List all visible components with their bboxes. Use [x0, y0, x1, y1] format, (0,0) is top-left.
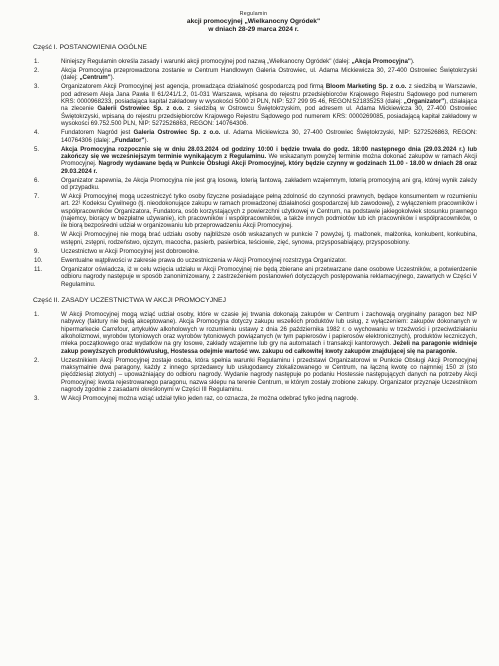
item-number: 5.	[34, 145, 40, 153]
document-header	[30, 10, 477, 34]
item-text: Uczestnikiem Akcji Promocyjnej zostaje osoba, która spełnia warunki Regulaminu i przedstawi Organizatorowi w Punkcie Obsługi Akcji Promocyjnej maksymalnie dwa paragony, każdy z innego sprzedawcy lub usługodawcy zlokalizowanego w Centrum, na łączną kwotę co najmniej 150 zł (sto pięćdziesiąt złotych) – upoważniający do odbioru nagrody. Wydanie nagrody następuje po podaniu Hostessie następujących danych na potrzeby Akcji Promocyjnej: kwota rejestrowanego paragonu, nazwa sklepu na terenie Centrum, w którym zostały zrobione zakupy. Organizator przyznaje Uczestnikom nagrody zgodnie z zasadami określonymi w Części III Regulaminu.	[61, 356, 477, 393]
section-2-list	[30, 311, 477, 403]
item-number: 6.	[34, 176, 40, 184]
item-text: Organizator zapewnia, że Akcja Promocyjna nie jest grą losową, loterią fantową, zakładem wzajemnym, loterią promocyjną ani grą, której wynik zależy od przypadku.	[61, 176, 477, 191]
section-1-item	[30, 129, 477, 144]
section-1-item	[30, 257, 477, 264]
item-text: W Akcji Promocyjnej można wziąć udział tylko jeden raz, co oznacza, że można odebrać tylko jedną nagrodę.	[61, 395, 359, 402]
item-number: 3.	[34, 83, 40, 91]
item-number: 1.	[34, 310, 40, 318]
item-number: 3.	[34, 395, 40, 402]
section-1-item	[30, 177, 477, 192]
item-text: W Akcji Promocyjnej mogą wziąć udział osoby, które w czasie jej trwania dokonają zakupów w Centrum i zachowają oryginalny paragon bez NIP nabywcy (faktury nie będą akceptowane). Akcja Promocyjna dotyczy zakupu wszelkich produktów lub usług, z wyłączeniem: zakupów dokonanych w hipermarkecie Carrefour, artykułów alkoholowych w rozumieniu ustawy z dnia 26 października 1982 r. o wychowaniu w trzeźwości i przeciwdziałaniu alkoholizmowi, wyrobów tytoniowych oraz wyrobów tytoniowych powiązanych (w tym papierosów i papierosów elektronicznych), produktów leczniczych, mleka początkowego oraz wydatków na gry losowe, zakłady wzajemne lub gry na automatach i transakcji kantorowych. Jeżeli na paragonie widnieje zakup powyższych produktów/usług, Hostessa odejmie wartość ww. zakupu od całkowitej kwoty zakupów znajdującej się na paragonie.	[61, 310, 477, 355]
section-1-item	[30, 231, 477, 246]
section-1-list	[30, 58, 477, 288]
item-number: 1.	[34, 58, 40, 65]
item-text: Akcja Promocyjna przeprowadzona zostanie w Centrum Handlowym Galeria Ostrowiec, ul. Adama Mickiewicza 30, 27-400 Ostrowiec Świętokrzyski (dalej: „Centrum").	[61, 67, 477, 82]
regulations-label: Regulamin	[239, 11, 268, 17]
item-number: 4.	[34, 129, 40, 137]
section-1-title: Część I. POSTANOWIENIA OGÓLNE	[33, 44, 147, 51]
section-2-item	[30, 395, 477, 402]
item-text: Organizator oświadcza, iż w celu wzięcia udziału w Akcji Promocyjnej nie będą zbierane ani przetwarzane dane osobowe Uczestników, a potwierdzenie odbioru nagrody następuje w sposób zanonimizowany, z zastrzeżeniem postanowień dotyczących postępowania reklamacyjnego, zawartych w Części V Regulaminu.	[61, 265, 477, 288]
document-dates: w dniach 28-29 marca 2024 r.	[208, 26, 299, 33]
section-1-item	[30, 248, 477, 255]
section-1-item	[30, 67, 477, 82]
section-1-item	[30, 193, 477, 230]
item-number: 2.	[34, 67, 40, 75]
item-number: 9.	[34, 247, 40, 255]
item-number: 11.	[34, 265, 43, 273]
item-text: Organizatorem Akcji Promocyjnej jest agencja, prowadząca działalność gospodarczą pod firmą Bloom Marketing Sp. z o.o. z siedzibą w Warszawie, pod adresem Aleja Jana Pawła II 61/241/1.2, 01-031 Warszawa, wpisana do rejestru przedsiębiorców Krajowego Rejestru Sądowego pod numerem KRS: 0000968233, posiadająca kapitał zakładowy w wysokości 5000 zł PLN, NIP: 527 299 95 46, REGON:521835253 (dalej: „Organizator"), działająca na zlecenie Galerii Ostrowiec Sp. z o.o. z siedzibą w Ostrowcu Świętokrzyskim, pod adresem ul. Adama Mickiewicza 30, 27-400 Ostrowiec Świętokrzyski, wpisaną do rejestru przedsiębiorców Krajowego Rejestru Sądowego pod numerem KRS: 0000269085, posiadającą kapitał zakładowy w wysokości 69.752.500 PLN, NIP: 5272526863, REGON: 140764306.	[61, 83, 477, 128]
item-number: 2.	[34, 356, 40, 364]
section-2-item	[30, 357, 477, 394]
section-1-item	[30, 58, 477, 65]
section-1-item	[30, 83, 477, 127]
section-1-item	[30, 146, 477, 175]
item-text: Ewentualne wątpliwości w zakresie prawa do uczestniczenia w Akcji Promocyjnej rozstrzyga Organizator.	[61, 256, 347, 264]
item-text: Niniejszy Regulamin określa zasady i warunki akcji promocyjnej pod nazwą „Wielkanocny Ogródek" (dalej: „Akcja Promocyjna").	[61, 58, 415, 65]
item-number: 10.	[34, 256, 43, 264]
item-number: 8.	[34, 231, 40, 239]
document-title: akcji promocyjnej „Wielkanocny Ogródek"	[186, 18, 321, 25]
item-number: 7.	[34, 192, 40, 200]
item-text: Fundatorem Nagród jest Galeria Ostrowiec Sp. z o.o. ul. Adama Mickiewicza 30, 27-400 Ostrowiec Świętokrzyski, NIP: 5272526863, REGON: 140764306 (dalej: „Fundator").	[61, 129, 478, 144]
section-1-item	[30, 266, 477, 288]
item-text: W Akcji Promocyjnej nie mogą brać udziału osoby najbliższe osób wskazanych w punkcie 7 powyżej, tj. małżonek, małżonka, konkubent, konkubina, wstępni, zstępni, rodzeństwo, ojczym, macocha, pasierb, pasierbica, teściowie, zięć, synowa, przysposabiający, przysposobiony.	[61, 231, 477, 246]
section-2-title: Część II. ZASADY UCZESTNICTWA W AKCJI PROMOCYJNEJ	[33, 296, 226, 304]
item-text: Uczestnictwo w Akcji Promocyjnej jest dobrowolne.	[61, 247, 200, 255]
item-text: Akcja Promocyjna rozpocznie się w dniu 28.03.2024 od godziny 10:00 i będzie trwała do godz. 18:00 następnego dnia (29.03.2024 r.) lub zakończy się we wcześniejszym terminie wynikającym z Regulaminu. We wskazanym powyżej terminie można dokonać zakupów w ramach Akcji Promocyjnej. Nagrody wydawane będą w Punkcie Obsługi Akcji Promocyjnej, który będzie czynny w godzinach 11.00 - 18.00 w dniach 28 oraz 29.03.2024 r.	[61, 145, 477, 175]
item-text: W Akcji Promocyjnej mogą uczestniczyć tylko osoby fizyczne posiadające pełną zdolność do czynności prawnych, będące konsumentem w rozumieniu art. 22¹ Kodeksu Cywilnego (tj. nieodokonujące zakupu w ramach prowadzonej działalności gospodarczej lub zawodowej), z wyłączeniem pracowników i współpracowników Organizatora, Fundatora, osób korzystających z powierzchni użytkowej w Centrum, na podstawie jakiegokolwiek stosunku prawnego (najemcy, biorący w bezpłatne używanie), ich pracowników i współpracowników, a także innych podmiotów lub ich pracowników i współpracowników, o ile biorą bezpośredni udział w organizowaniu lub przeprowadzeniu Akcji Promocyjnej.	[61, 192, 477, 230]
section-2-item	[30, 311, 477, 355]
